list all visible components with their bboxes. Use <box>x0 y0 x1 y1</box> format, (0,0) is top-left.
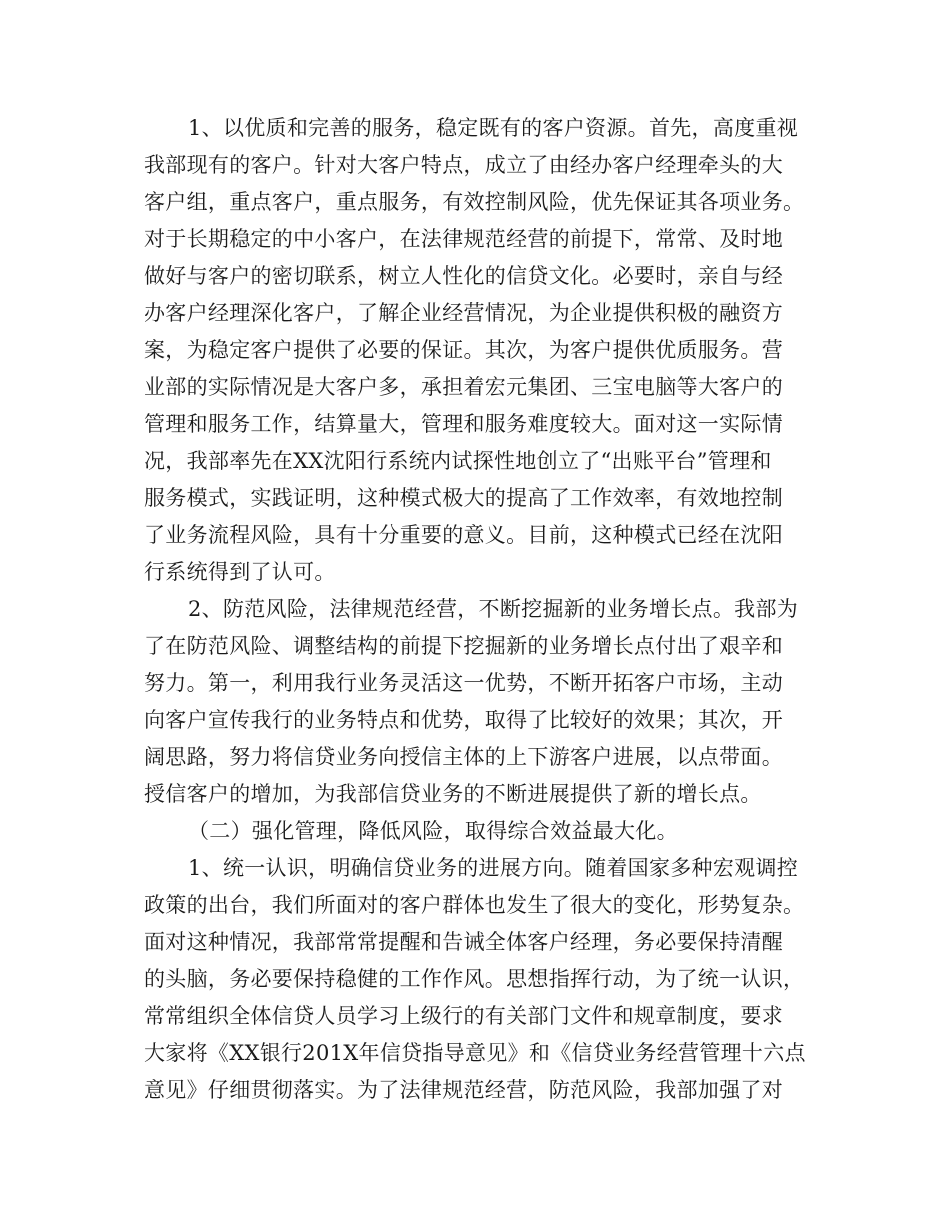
paragraph-line: 努力。第一，利用我行业务灵活这一优势，不断开拓客户市场，主动 <box>144 671 783 695</box>
paragraph-line: 了业务流程风险，具有十分重要的意义。目前，这种模式已经在沈阳 <box>144 523 783 547</box>
paragraph-line: 2、防范风险，法律规范经营，不断挖掘新的业务增长点。我部为 <box>188 597 799 621</box>
paragraph-line: 常常组织全体信贷人员学习上级行的有关部门文件和规章制度，要求 <box>144 1004 783 1028</box>
paragraph-line: 办客户经理深化客户，了解企业经营情况，为企业提供积极的融资方 <box>144 301 783 325</box>
paragraph-line: 政策的出台，我们所面对的客户群体也发生了很大的变化，形势复杂。 <box>144 893 805 917</box>
paragraph-line: 服务模式，实践证明，这种模式极大的提高了工作效率，有效地控制 <box>144 486 783 510</box>
paragraph-line: 了在防范风险、调整结构的前提下挖掘新的业务增长点付出了艰辛和 <box>144 634 783 658</box>
document-body <box>144 110 814 1109</box>
paragraph-line: 案，为稳定客户提供了必要的保证。其次，为客户提供优质服务。营 <box>144 338 783 362</box>
paragraph-line: 意见》仔细贯彻落实。为了法律规范经营，防范风险，我部加强了对 <box>144 1078 783 1102</box>
paragraph-line: 做好与客户的密切联系，树立人性化的信贷文化。必要时，亲自与经 <box>144 264 783 288</box>
paragraph-line: 阔思路，努力将信贷业务向授信主体的上下游客户进展，以点带面。 <box>144 745 783 769</box>
section-heading: （二）强化管理，降低风险，取得综合效益最大化。 <box>188 819 678 843</box>
paragraph-line: 的头脑，务必要保持稳健的工作作风。思想指挥行动，为了统一认识， <box>144 967 805 991</box>
paragraph-line: 业部的实际情况是大客户多，承担着宏元集团、三宝电脑等大客户的 <box>144 375 783 399</box>
paragraph-line: 客户组，重点客户，重点服务，有效控制风险，优先保证其各项业务。 <box>144 190 805 214</box>
paragraph-line: 行系统得到了认可。 <box>144 560 336 584</box>
paragraph-line: 对于长期稳定的中小客户，在法律规范经营的前提下，常常、及时地 <box>144 227 783 251</box>
paragraph-line: 大家将《XX银行201X年信贷指导意见》和《信贷业务经营管理十六点 <box>144 1041 806 1065</box>
paragraph-line: 1、以优质和完善的服务，稳定既有的客户资源。首先，高度重视 <box>188 116 799 140</box>
paragraph-line: 1、统一认识，明确信贷业务的进展方向。随着国家多种宏观调控 <box>188 856 799 880</box>
paragraph-line: 况，我部率先在XX沈阳行系统内试探性地创立了“出账平台”管理和 <box>144 449 772 473</box>
paragraph-line: 面对这种情况，我部常常提醒和告诫全体客户经理，务必要保持清醒 <box>144 930 783 954</box>
paragraph-line: 管理和服务工作，结算量大，管理和服务难度较大。面对这一实际情 <box>144 412 783 436</box>
paragraph-line: 向客户宣传我行的业务特点和优势，取得了比较好的效果；其次，开 <box>144 708 783 732</box>
paragraph-line: 授信客户的增加，为我部信贷业务的不断进展提供了新的增长点。 <box>144 782 762 806</box>
paragraph-line: 我部现有的客户。针对大客户特点，成立了由经办客户经理牵头的大 <box>144 153 783 177</box>
